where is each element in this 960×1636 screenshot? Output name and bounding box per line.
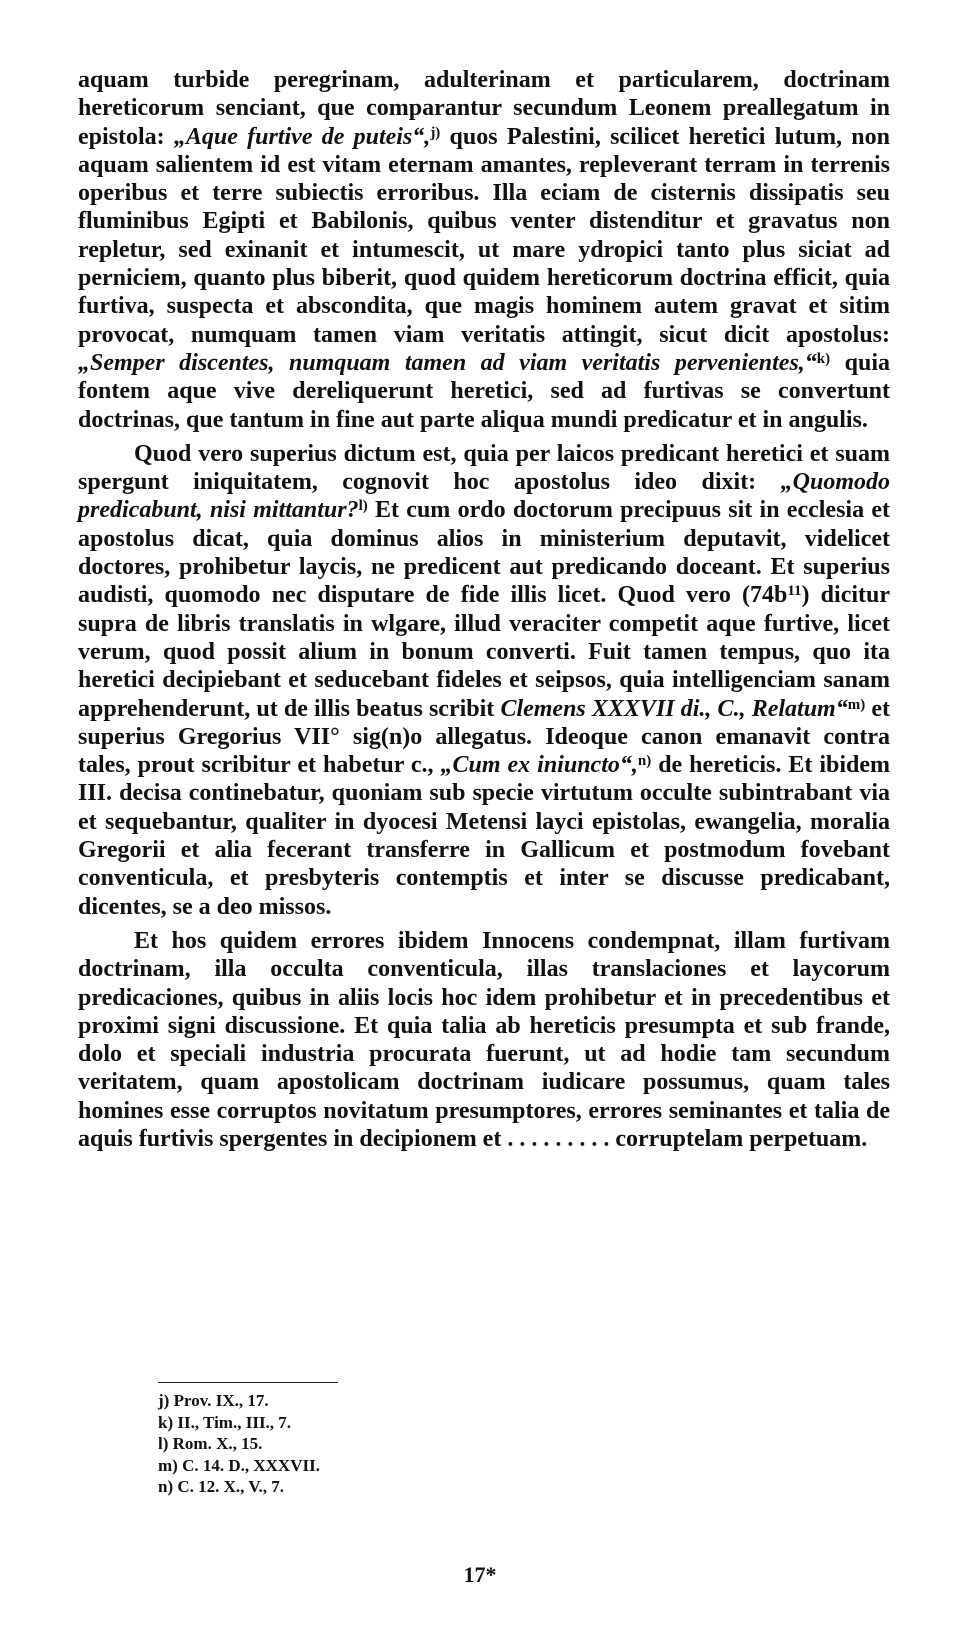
text-run: et superius Gregorius VII° sig(n)o allegatus. Ideoque canon emanavit contra tales, prout scribitur et habetur c., [78,695,890,779]
paragraph-2 [78,440,890,921]
footnote-j: j) Prov. IX., 17. [158,1391,269,1410]
paragraph-3 [78,927,890,1153]
text-run: quos Palestini, scilicet heretici lutum, non aquam salientem id est vitam eternam amantes, repleverant terram in terrenis operibus et terre subiectis erroribus. Illa eciam de cisternis dissipatis seu fluminibus Egipti et Babilonis, quibus venter distenditur et gravatus non repletur, sed exinanit et intumescit, ut mare ydropici tanto plus siciat ad perniciem, quanto plus biberit, quod quidem hereticorum doctrina efficit, quia furtiva, suspecta et abscondita, que magis hominem autem gravat et sitim provocat, numquam tamen viam veritatis attingit, sicut dicit apostolus: [78,123,891,348]
text-run: aquam turbide peregrinam, adulterinam et particularem, doctrinam hereticorum senciant, que comparantur secundum Leonem preallegatum in epistola: [78,67,890,150]
footnote-marker: k) [816,350,831,367]
quotation: „Semper discentes, numquam tamen ad viam veritatis pervenientes,“ [78,349,817,376]
footnotes [158,1390,558,1498]
text-run: Et cum ordo doctorum precipuus sit in ecclesia et apostolus dicat, quia dominus alios in ministerium deputavit, videlicet doctores, prohibetur laycis, ne predicent aut predicando doceant. Et superius audisti, quomodo nec disputare de fide illis licet. Quod vero (74b [78,497,891,609]
footnote-marker: 11 [787,583,802,600]
text-run: Et hos quidem errores ibidem Innocens condempnat, illam furtivam doctrinam, illa occulta conventicula, illas translaciones et laycorum predicaciones, quibus in aliis locis hoc idem prohibetur et in precedentibus et proximi signi discussione. Et quia talia ab hereticis presumpta et sub frande, dolo et speciali industria procurata fuerunt, ut ad hodie tam secundum veritatem, quam apostolicam doctrinam iudicare possumus, quam tales homines esse corruptos novitatum presumptores, errores seminantes et talia de aquis furtivis spergentes in decipionem et . . . . . . . . . corruptelam perpetuam. [78,927,890,1152]
paragraph-1 [78,66,890,434]
text-run: ) dicitur supra de libris translatis in wlgare, illud veraciter competit aque furtive, licet verum, quod possit alium in bonum converti. Fuit tamen tempus, quo ita heretici decipiebant et seducebant fideles et seipsos, quia intelligenciam sanam apprehenderunt, ut de illis beatus scribit [78,582,891,722]
footnote-marker: l) [358,498,368,515]
footnote-marker: j) [430,124,441,141]
footnote-k: k) II., Tim., III., 7. [158,1412,292,1432]
quotation: „Quomodo predicabunt, nisi mittantur? [78,469,890,524]
quotation: „Aque furtive de puteis“, [173,123,431,150]
page-number: 17* [463,1562,497,1587]
footnote-n: n) C. 12. X., V., 7. [158,1477,284,1496]
footnote-marker: m) [847,696,866,713]
text-run: Quod vero superius dictum est, quia per laicos predicant heretici et suam spergunt iniquitatem, cognovit hoc apostolus ideo dixit: [78,440,890,496]
footnote-m: m) C. 14. D., XXXVII. [158,1455,320,1475]
quotation: „Cum ex iniuncto“, [440,752,638,779]
text-run: de hereticis. Et ibidem III. decisa continebatur, quoniam sub specie virtutum occulte subintrabant via et sequebantur, qualiter in dyocesi Metensi layci epistolas, ewangelia, moralia Gregorii et alia fecerant transferre in Gallicum et postmodum fovebant conventicula, et presbyteris contemptis et inter se discusse predicabant, dicentes, se a deo missos. [78,752,891,920]
quotation: Clemens XXXVII di., C., Relatum“ [500,695,848,722]
text-run: quia fontem aque vive dereliquerunt heretici, sed ad furtivas se convertunt doctrinas, que tantum in fine aut parte aliqua mundi predicatur et in angulis. [78,349,890,433]
footnote-marker: n) [637,753,652,770]
footnote-divider [158,1382,338,1383]
footnote-l: l) Rom. X., 15. [158,1434,263,1453]
main-text [78,66,890,1153]
